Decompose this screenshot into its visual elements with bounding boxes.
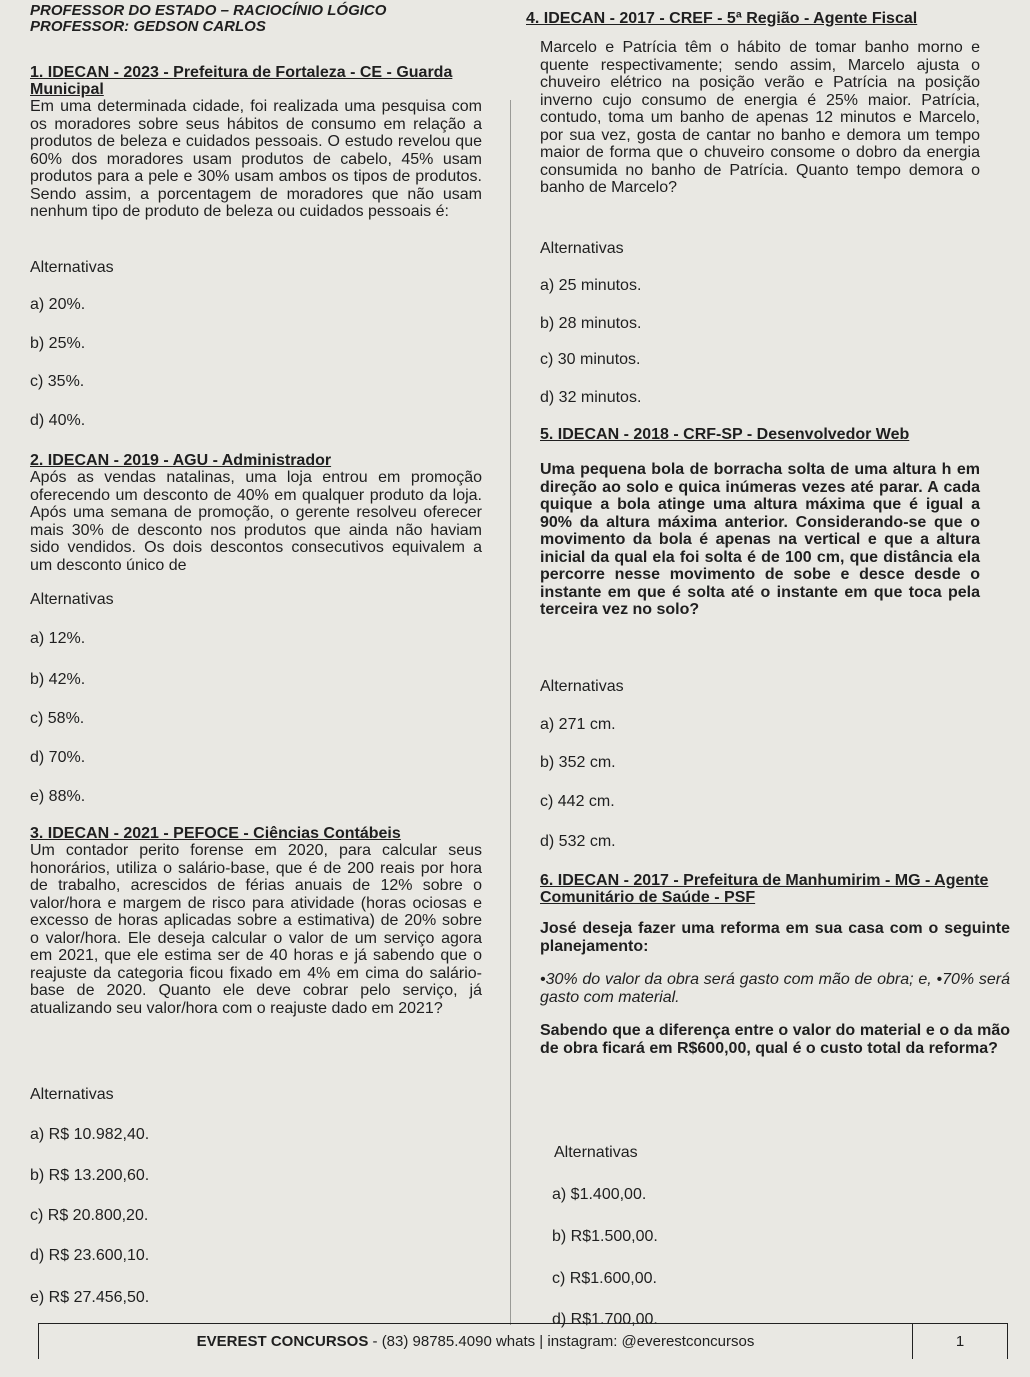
question-4 bbox=[526, 10, 980, 197]
question-5 bbox=[540, 426, 980, 619]
header-line-1: PROFESSOR DO ESTADO – RACIOCÍNIO LÓGICO bbox=[30, 2, 387, 19]
question-1-alt-label: Alternativas bbox=[30, 259, 114, 276]
question-1-option-a[interactable]: a) 20%. bbox=[30, 296, 86, 313]
question-3-option-c[interactable]: c) R$ 20.800,20. bbox=[30, 1207, 149, 1224]
question-1-option-d[interactable]: d) 40%. bbox=[30, 412, 86, 429]
header-line-2: PROFESSOR: GEDSON CARLOS bbox=[30, 18, 266, 35]
question-4-option-d[interactable]: d) 32 minutos. bbox=[540, 389, 642, 406]
question-2-option-e[interactable]: e) 88%. bbox=[30, 788, 86, 805]
question-3-option-a[interactable]: a) R$ 10.982,40. bbox=[30, 1126, 150, 1143]
question-3 bbox=[30, 825, 482, 1017]
question-4-option-a[interactable]: a) 25 minutos. bbox=[540, 277, 642, 294]
question-2-alt-label: Alternativas bbox=[30, 591, 114, 608]
question-2 bbox=[30, 452, 482, 574]
question-1-option-b[interactable]: b) 25%. bbox=[30, 335, 86, 352]
footer-brand: EVEREST CONCURSOS bbox=[196, 1333, 369, 1350]
footer bbox=[38, 1323, 1008, 1359]
question-6 bbox=[540, 872, 1010, 1057]
question-3-alt-label: Alternativas bbox=[30, 1086, 114, 1103]
question-2-option-c[interactable]: c) 58%. bbox=[30, 710, 85, 727]
footer-text bbox=[39, 1333, 912, 1350]
question-1-body: Em uma determinada cidade, foi realizada uma pesquisa com os moradores sobre seus hábitos de consumo em relação a produtos de beleza e cuidados pessoais. O estudo revelou que 60% dos moradores usam produtos de cabelo, 45% usam produtos para a pele e 30% usam ambos os tipos de produtos. Sendo assim, a porcentagem de moradores que não usam nenhum tipo de produto de beleza ou cuidados pessoais é: bbox=[30, 98, 482, 220]
question-5-alt-label: Alternativas bbox=[540, 678, 624, 695]
question-4-option-c[interactable]: c) 30 minutos. bbox=[540, 351, 641, 368]
column-divider bbox=[510, 100, 511, 1325]
question-1-option-c[interactable]: c) 35%. bbox=[30, 373, 85, 390]
question-2-option-b[interactable]: b) 42%. bbox=[30, 671, 86, 688]
question-4-option-b[interactable]: b) 28 minutos. bbox=[540, 315, 642, 332]
question-6-body-1: José deseja fazer uma reforma em sua casa com o seguinte planejamento: bbox=[540, 920, 1010, 955]
question-6-body-3: Sabendo que a diferença entre o valor do material e o da mão de obra ficará em R$600,00, qual é o custo total da reforma? bbox=[540, 1022, 1010, 1057]
question-5-option-a[interactable]: a) 271 cm. bbox=[540, 716, 616, 733]
question-6-option-a[interactable]: a) $1.400,00. bbox=[552, 1186, 647, 1203]
question-3-body: Um contador perito forense em 2020, para calcular seus honorários, utiliza o salário-base, que é de 200 reais por hora de trabalho, acrescidos de férias anuais de 12% sobre o valor/hora e margem de risco para atividade (horas ociosas e excesso de horas aplicadas sobre a estimativa) de 20% sobre o valor/hora. Ele deseja calcular o valor de um serviço agora em 2021, que ele estima ser de 40 horas e já sabendo que o reajuste da categoria ficou fixado em 4% em cima do salário-base de 2020. Quanto ele deve cobrar pelo serviço, já atualizando seu valor/hora com o reajuste dado em 2021? bbox=[30, 842, 482, 1017]
page-number: 1 bbox=[912, 1324, 1007, 1359]
question-4-alt-label: Alternativas bbox=[540, 240, 624, 257]
question-6-body-2: •30% do valor da obra será gasto com mão de obra; e, •70% será gasto com material. bbox=[540, 971, 1010, 1006]
question-3-option-e[interactable]: e) R$ 27.456,50. bbox=[30, 1289, 150, 1306]
footer-contact: - (83) 98785.4090 whats | instagram: @everestconcursos bbox=[368, 1333, 755, 1350]
question-3-option-b[interactable]: b) R$ 13.200,60. bbox=[30, 1167, 150, 1184]
question-2-option-d[interactable]: d) 70%. bbox=[30, 749, 86, 766]
question-2-body: Após as vendas natalinas, uma loja entrou em promoção oferecendo um desconto de 40% em qualquer produto da loja. Após uma semana de promoção, o gerente resolveu oferecer mais 30% de desconto nos produtos que ainda não haviam sido vendidos. Os dois descontos consecutivos equivalem a um desconto único de bbox=[30, 469, 482, 574]
question-4-body: Marcelo e Patrícia têm o hábito de tomar banho morno e quente respectivamente; sendo assim, Marcelo ajusta o chuveiro elétrico na posição verão e Patrícia na posição inverno cujo consumo de energia é 25% maior. Patrícia, contudo, toma um banho de apenas 12 minutos e Marcelo, por sua vez, gosta de cantar no banho e demora um tempo maior de forma que o chuveiro consome o dobro da energia consumida no banho de Patrícia. Quanto tempo demora o banho de Marcelo? bbox=[540, 39, 980, 196]
question-6-alt-label: Alternativas bbox=[554, 1144, 638, 1161]
question-5-option-c[interactable]: c) 442 cm. bbox=[540, 793, 615, 810]
question-5-option-b[interactable]: b) 352 cm. bbox=[540, 754, 616, 771]
question-2-title: 2. IDECAN - 2019 - AGU - Administrador bbox=[30, 452, 332, 469]
question-4-title: 4. IDECAN - 2017 - CREF - 5ª Região - Agente Fiscal bbox=[526, 10, 918, 27]
question-5-title: 5. IDECAN - 2018 - CRF-SP - Desenvolvedor Web bbox=[540, 426, 910, 443]
question-5-option-d[interactable]: d) 532 cm. bbox=[540, 833, 616, 850]
question-2-option-a[interactable]: a) 12%. bbox=[30, 630, 86, 647]
question-6-option-c[interactable]: c) R$1.600,00. bbox=[552, 1270, 657, 1287]
question-6-option-d[interactable]: d) R$1.700,00. bbox=[552, 1311, 658, 1328]
question-3-option-d[interactable]: d) R$ 23.600,10. bbox=[30, 1247, 150, 1264]
question-3-title: 3. IDECAN - 2021 - PEFOCE - Ciências Contábeis bbox=[30, 825, 401, 842]
question-1-title: 1. IDECAN - 2023 - Prefeitura de Fortaleza - CE - Guarda Municipal bbox=[30, 64, 453, 98]
question-1 bbox=[30, 64, 482, 221]
question-5-body: Uma pequena bola de borracha solta de uma altura h em direção ao solo e quica inúmeras vezes até parar. A cada quique a bola atinge uma altura máxima que é igual a 90% da altura máxima anterior. Considerando-se que o movimento da bola é apenas na vertical e que a altura inicial da qual ela foi solta é de 100 cm, que distância ela percorre nesse movimento de sobe e desce desde o instante em que é solta até o instante em que toca pela terceira vez no solo? bbox=[540, 461, 980, 618]
question-6-title: 6. IDECAN - 2017 - Prefeitura de Manhumirim - MG - Agente Comunitário de Saúde - PSF bbox=[540, 872, 989, 906]
question-6-option-b[interactable]: b) R$1.500,00. bbox=[552, 1228, 658, 1245]
